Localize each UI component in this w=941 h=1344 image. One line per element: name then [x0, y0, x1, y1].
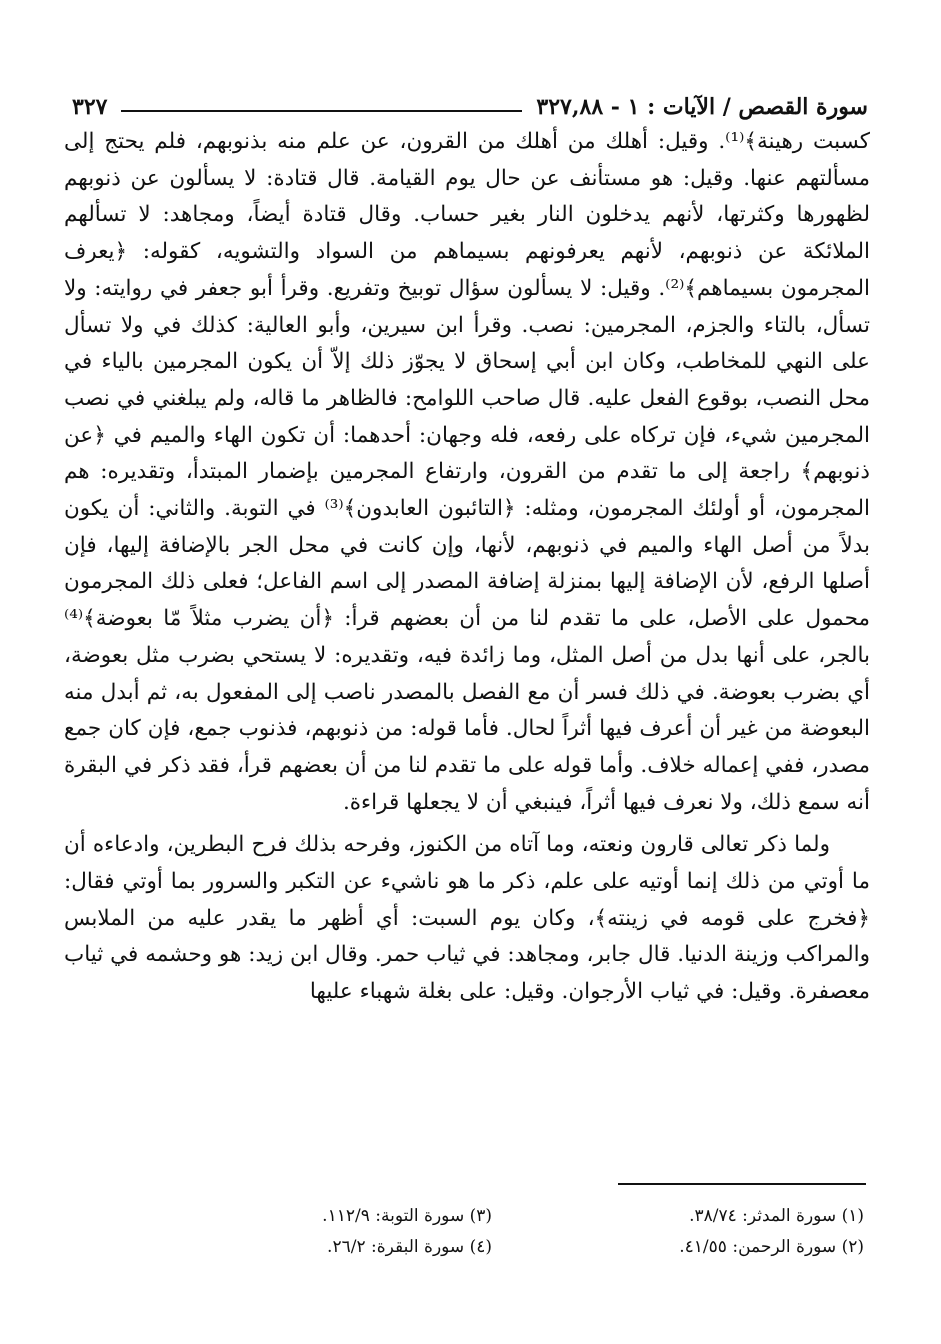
paragraph-1: كسبت رهينة﴾⁽¹⁾. وقيل: أهلك من أهلك من القرون، عن علم منه بذنوبهم، فلم يحتج إلى مسألتهم عنها. وقيل: هو مستأنف عن حال يوم القيامة. قال قتادة: لا يسألون عن ذنوبهم لظهورها وكثرتها، لأنهم يدخلون النار بغير حساب. وقال قتادة أيضاً، ومجاهد: لا تسألهم الملائكة عن ذنوبهم، لأنهم يعرفونهم بسيماهم من السواد والتشويه، كقوله: ﴿يعرف المجرمون بسيماهم﴾⁽²⁾. وقيل: لا يسألون سؤال توبيخ وتفريع. وقرأ أبو جعفر في روايته: ولا تسأل، بالتاء والجزم، المجرمين: نصب. وقرأ ابن سيرين، وأبو العالية: كذلك في ولا تسأل على النهي للمخاطب، وكان ابن أبي إسحاق لا يجوّز ذلك إلاّ أن يكون المجرمين بالياء في محل النصب، بوقوع الفعل عليه. قال صاحب اللوامح: فالظاهر ما قاله، ولم يبلغني في نصب المجرمين شيء، فإن تركاه على رفعه، فله وجهان: أحدهما: أن تكون الهاء والميم في ﴿عن ذنوبهم﴾ راجعة إلى ما تقدم من القرون، وارتفاع المجرمين بإضمار المبتدأ، وتقديره: هم المجرمون، أو أولئك المجرمون، ومثله: ﴿التائبون العابدون﴾⁽³⁾ في التوبة. والثاني: أن يكون بدلاً من أصل الهاء والميم في ذنوبهم، لأنها، وإن كانت في محل الجر بالإضافة إليها، فإن أصلها الرفع، لأن الإضافة إليها بمنزلة إضافة المصدر إلى اسم الفاعل؛ فعلى ذلك المجرمون محمول على الأصل، على ما تقدم لنا من أن بعضهم قرأ: ﴿أن يضرب مثلاً مّا بعوضة﴾⁽⁴⁾ بالجر، على أنها بدل من أصل المثل، وما زائدة فيه، وتقديره: لا يستحي بضرب مثل بعوضة، أي بضرب بعوضة. في ذلك فسر أن مع الفصل بالمصدر ناصب إلى المفعول به، ثم أبدل منه البعوضة من غير أن أعرف فيها أثراً لحال. فأما قوله: من ذنوبهم، فذنوب جمع، فإن كان جمع مصدر، ففي إعماله خلاف. وأما قوله على ما تقدم لنا من أن بعضهم قرأ، فقد ذكر في البقرة أنه سمع ذلك، ولا نعرف فيها أثراً، فينبغي أن لا يجعلها قراءة. [64, 129, 871, 815]
running-header [72, 86, 868, 120]
body-text [64, 124, 870, 1011]
page-number: ٣٢٧ [72, 94, 108, 120]
footnote-4: (٤) سورة البقرة: ٢٦/٢. [327, 1237, 492, 1257]
header-title: سورة القصص / الآيات : ١ - ٣٢٧,٨٨ [536, 94, 868, 120]
footnote-2: (٢) سورة الرحمن: ٤١/٥٥. [679, 1237, 864, 1257]
paragraph-2: ولما ذكر تعالى قارون ونعته، وما آتاه من الكنوز، وفرحه بذلك فرح البطرين، وادعاءه أن ما أوتي من ذلك إنما أوتيه على علم، ذكر ما هو ناشيء عن التكبر والسرور بما أوتي فقال: ﴿فخرج على قومه في زينته﴾، وكان يوم السبت: أي أظهر ما يقدر عليه من الملابس والمراكب وزينة الدنيا. قال جابر، ومجاهد: في ثياب حمر. وقال ابن زيد: هو وحشمه في ثياب معصفرة. وقيل: في ثياب الأرجوان. وقيل: على بغلة شهباء عليها [64, 832, 870, 1005]
header-rule [121, 110, 522, 112]
footnote-3: (٣) سورة التوبة: ١١٢/٩. [322, 1206, 492, 1226]
footnote-divider [618, 1183, 866, 1185]
footnotes [150, 1203, 864, 1261]
footnote-1: (١) سورة المدثر: ٣٨/٧٤. [689, 1206, 864, 1226]
